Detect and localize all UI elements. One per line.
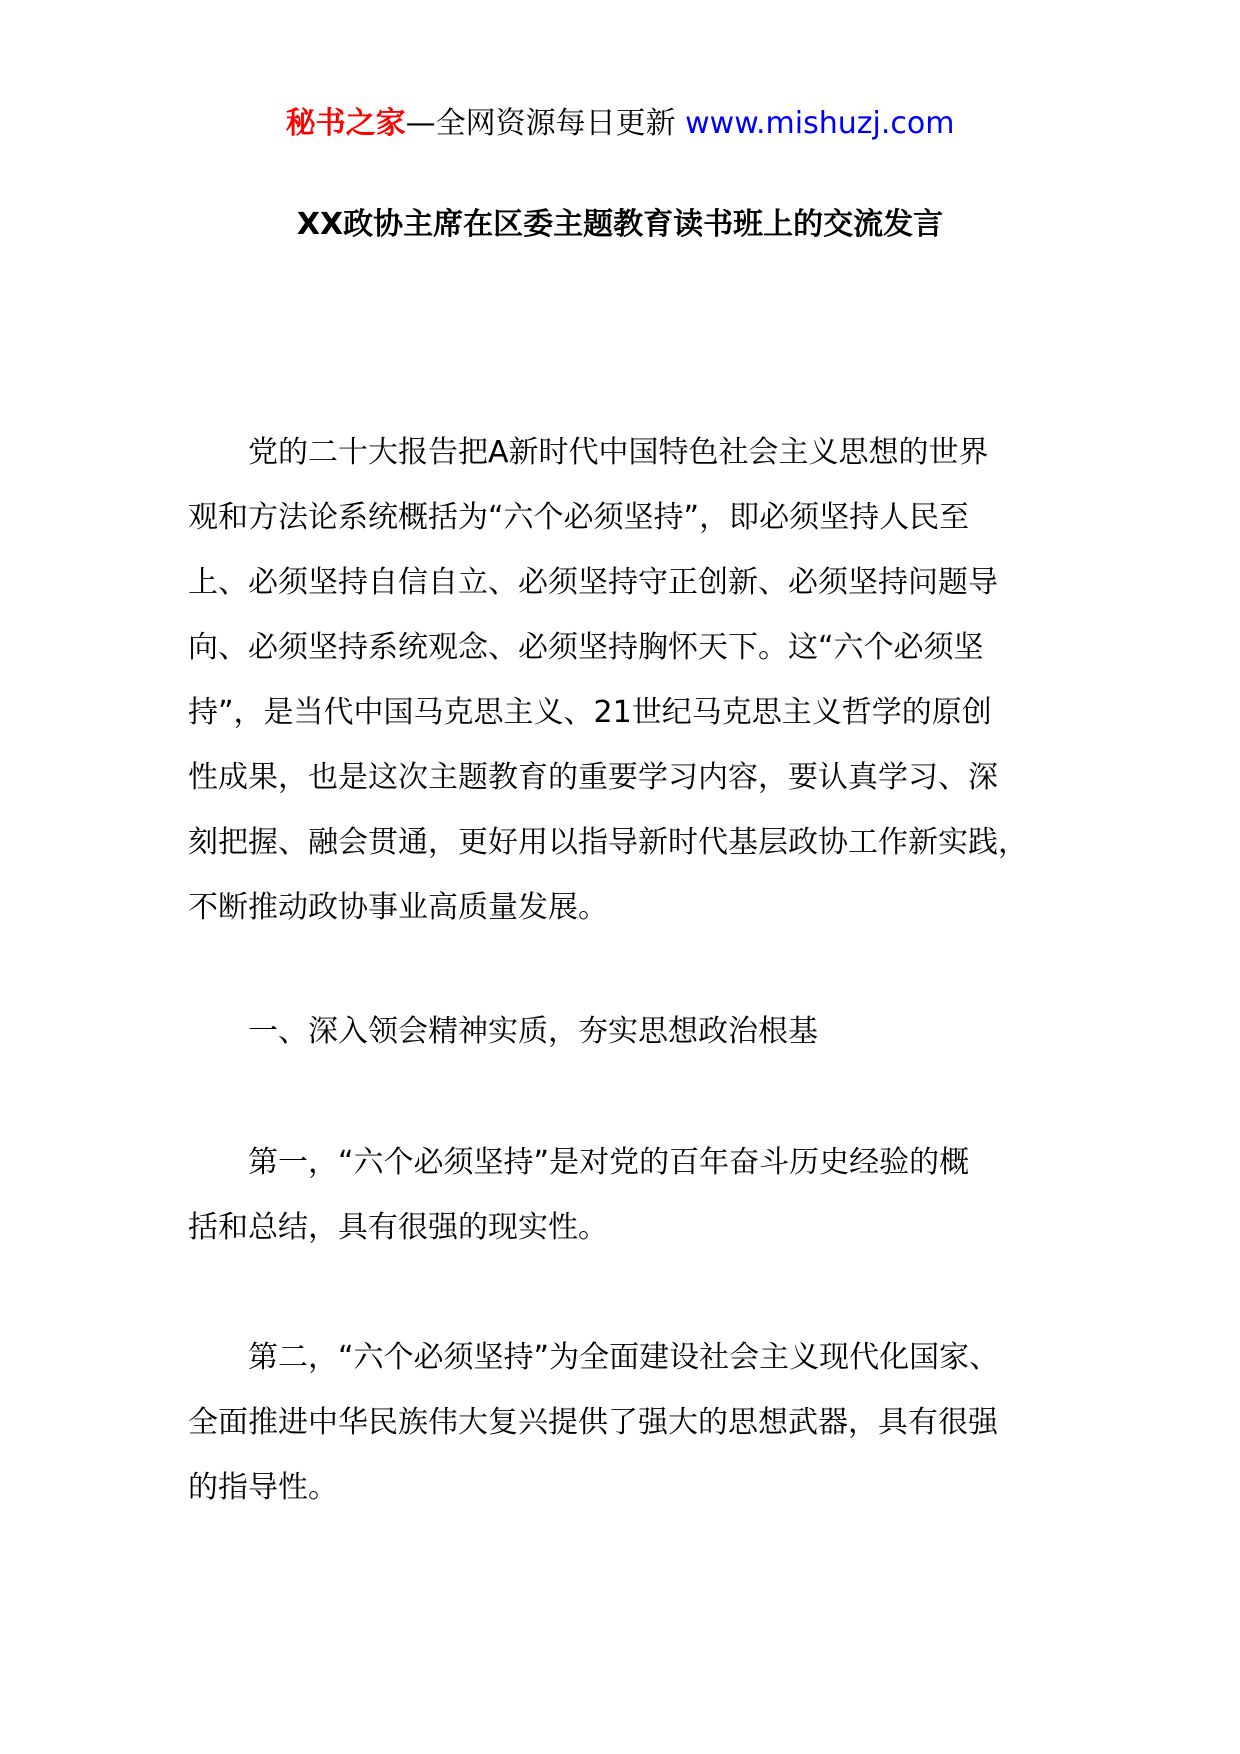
text-line: 的指导性。 xyxy=(188,1470,338,1505)
text-line: 括和总结，具有很强的现实性。 xyxy=(188,1210,608,1245)
text-line: 观和方法论系统概括为“六个必须坚持”，即必须坚持人民至 xyxy=(188,500,970,535)
text-line: 党的二十大报告把A新时代中国特色社会主义思想的世界 xyxy=(188,435,989,470)
text-line: 刻把握、融会贯通，更好用以指导新时代基层政协工作新实践， xyxy=(188,825,1028,860)
text-line: 不断推动政协事业高质量发展。 xyxy=(188,890,608,925)
paragraph-intro xyxy=(188,420,1068,940)
header-tagline: —全网资源每日更新 xyxy=(405,106,686,141)
text-line: 持”，是当代中国马克思主义、21世纪马克思主义哲学的原创 xyxy=(188,695,992,730)
section-heading-1 xyxy=(188,999,1068,1064)
site-header xyxy=(0,102,1240,146)
text-line: 向、必须坚持系统观念、必须坚持胸怀天下。这“六个必须坚 xyxy=(188,630,984,665)
site-url-link[interactable]: www.mishuzj.com xyxy=(685,106,955,141)
heading-line: 一、深入领会精神实质，夯实思想政治根基 xyxy=(188,1014,818,1049)
brand-name: 秘书之家 xyxy=(285,106,406,141)
text-line: 全面推进中华民族伟大复兴提供了强大的思想武器，具有很强 xyxy=(188,1405,998,1440)
paragraph-point-2 xyxy=(188,1325,1068,1520)
text-line: 第一，“六个必须坚持”是对党的百年奋斗历史经验的概 xyxy=(188,1145,970,1180)
text-line: 性成果，也是这次主题教育的重要学习内容，要认真学习、深 xyxy=(188,760,998,795)
paragraph-point-1 xyxy=(188,1130,1068,1260)
text-line: 上、必须坚持自信自立、必须坚持守正创新、必须坚持问题导 xyxy=(188,565,998,600)
document-title: XX政协主席在区委主题教育读书班上的交流发言 xyxy=(296,207,944,242)
text-line: 第二，“六个必须坚持”为全面建设社会主义现代化国家、 xyxy=(188,1340,1000,1375)
